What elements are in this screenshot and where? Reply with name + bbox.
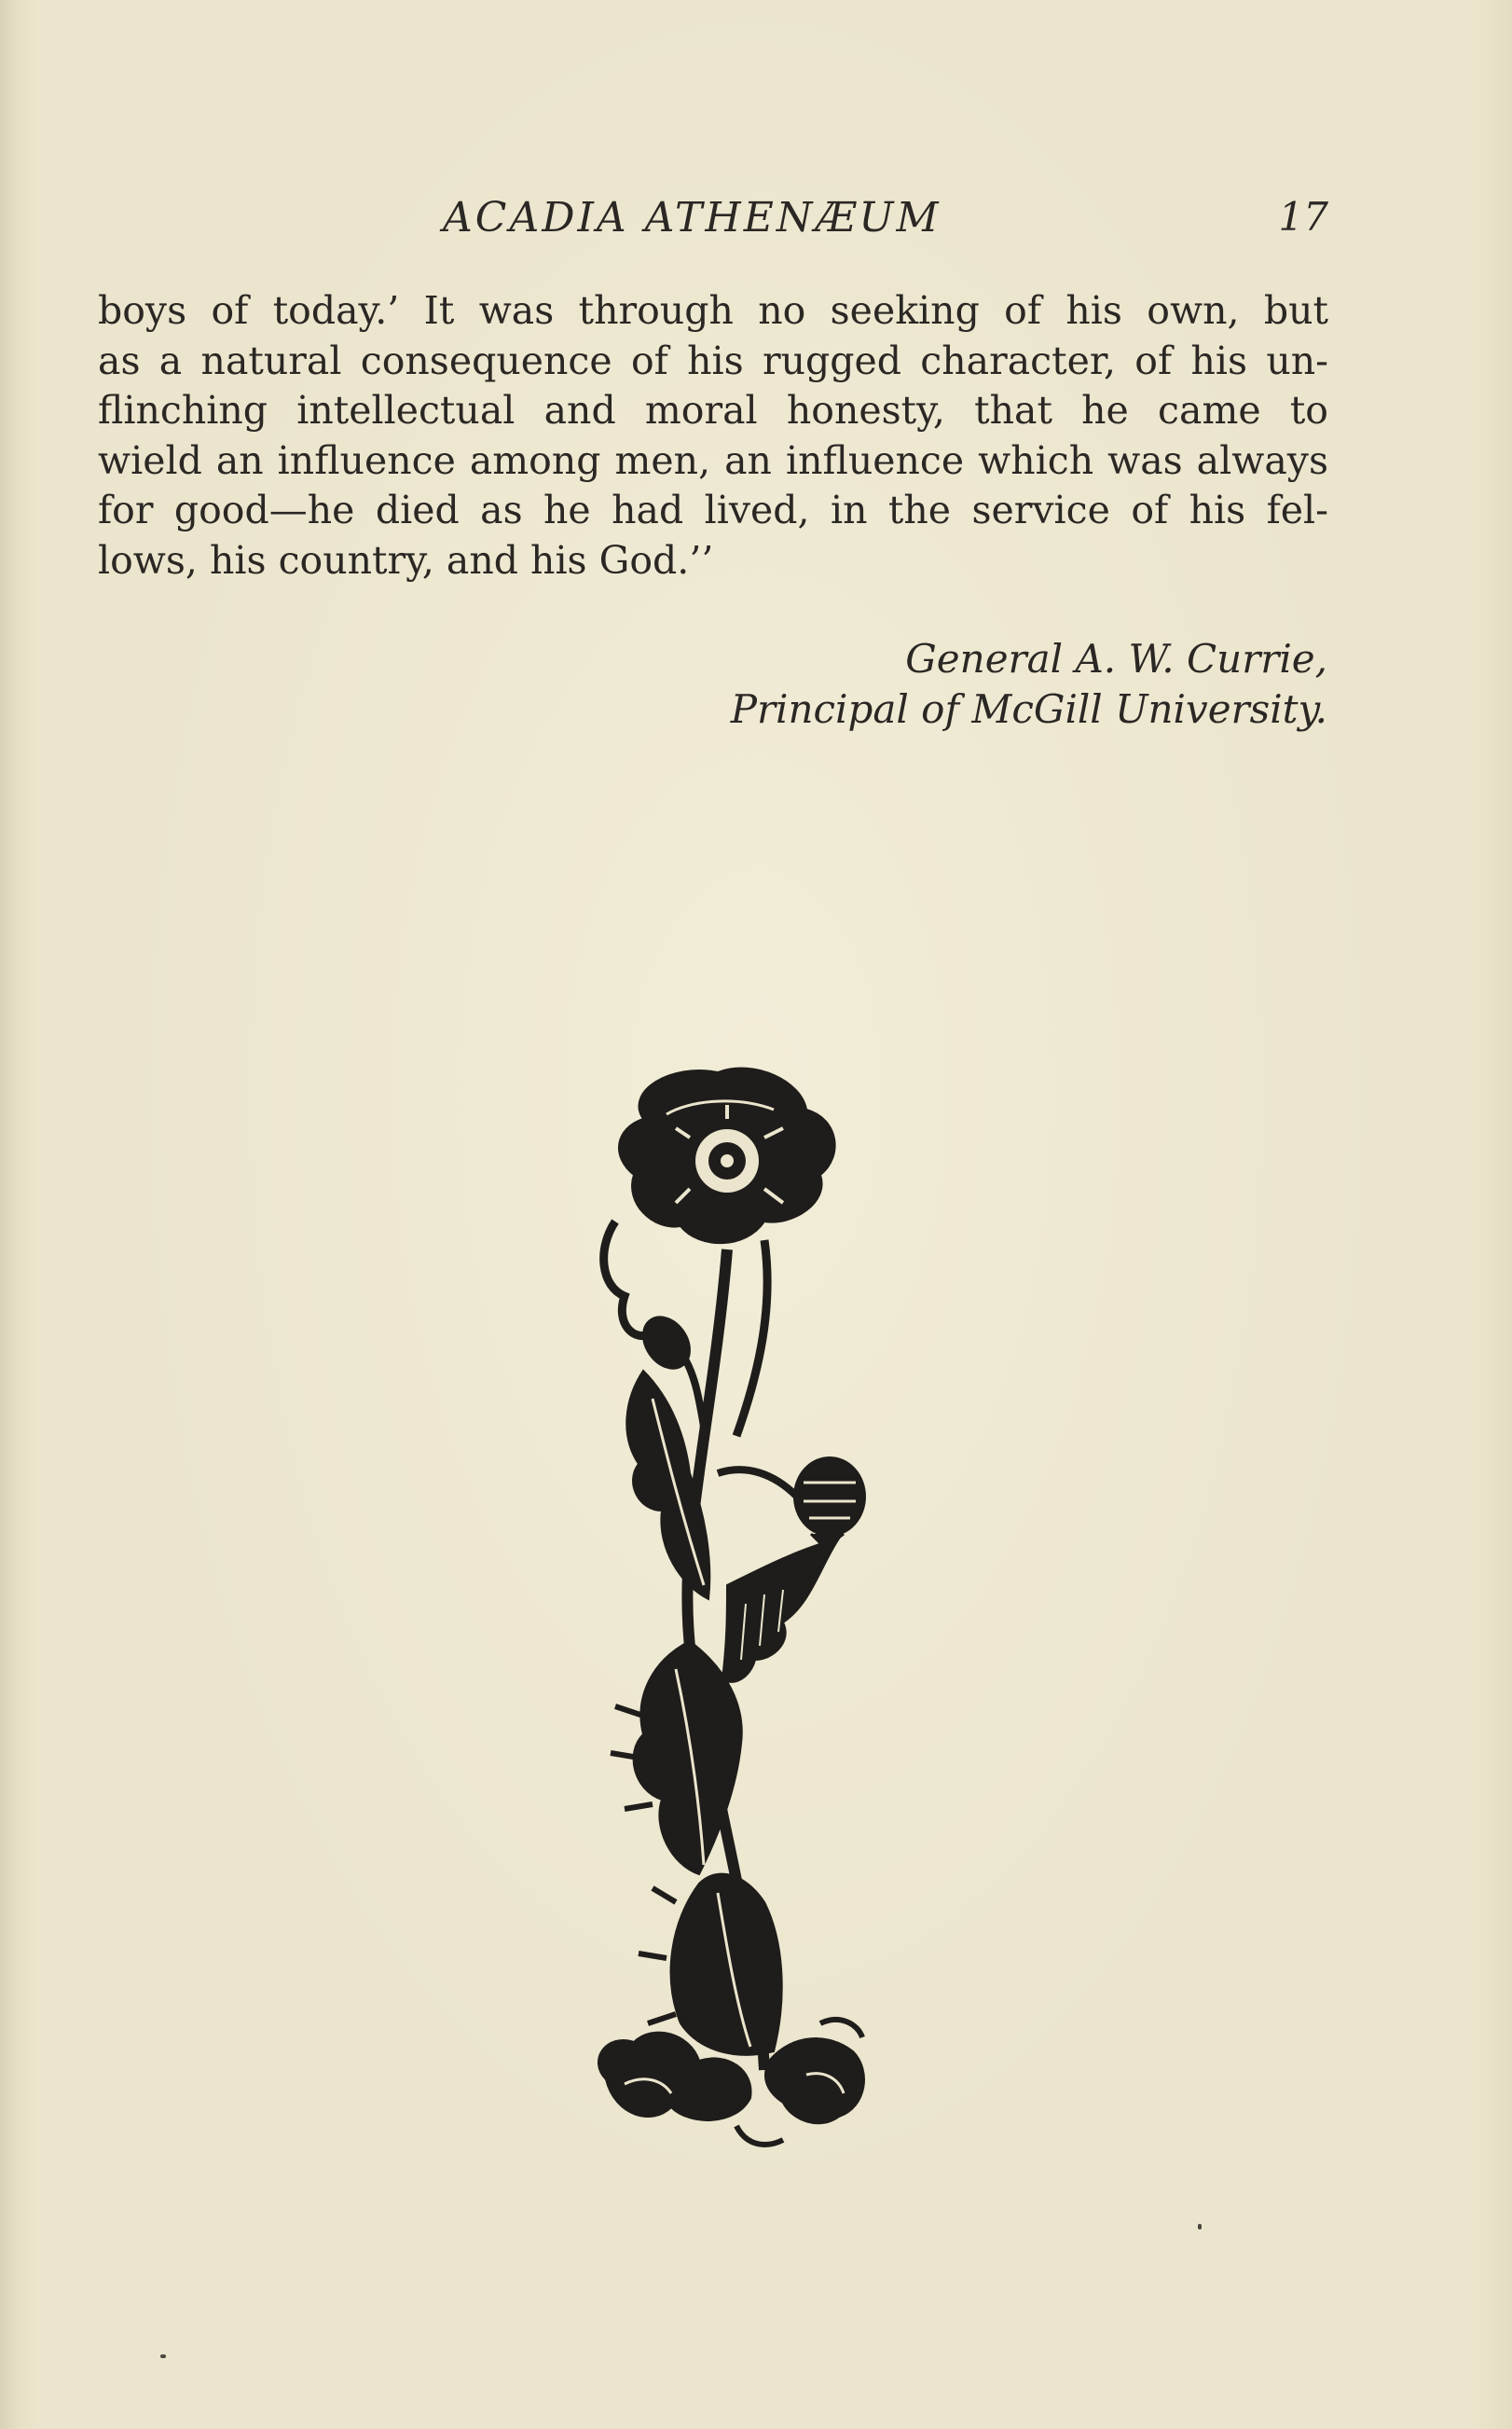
poppy-flower-icon xyxy=(587,1063,876,2154)
text-line: flinching intellectual and moral honesty, that he came to xyxy=(98,388,1328,433)
text-line: boys of today.’ It was through no seeking of his own, but xyxy=(98,288,1328,333)
body-paragraph xyxy=(98,286,1328,586)
running-title: ACADIA ATHENÆUM xyxy=(443,194,942,242)
signature-block xyxy=(731,634,1327,735)
text-line: lows, his country, and his God.’’ xyxy=(98,537,714,583)
text-line: as a natural consequence of his rugged character, of his un- xyxy=(98,338,1328,383)
page-number: 17 xyxy=(1278,194,1328,240)
paper-speck xyxy=(1198,2224,1202,2229)
text-line: wield an influence among men, an influence which was always xyxy=(98,437,1328,483)
text-line: for good—he died as he had lived, in the service of his fel- xyxy=(98,488,1328,532)
running-head xyxy=(98,194,1328,250)
signature-title: Principal of McGill University. xyxy=(730,686,1327,732)
signature-name: General A. W. Currie, xyxy=(905,636,1327,682)
paper-speck xyxy=(160,2354,166,2358)
